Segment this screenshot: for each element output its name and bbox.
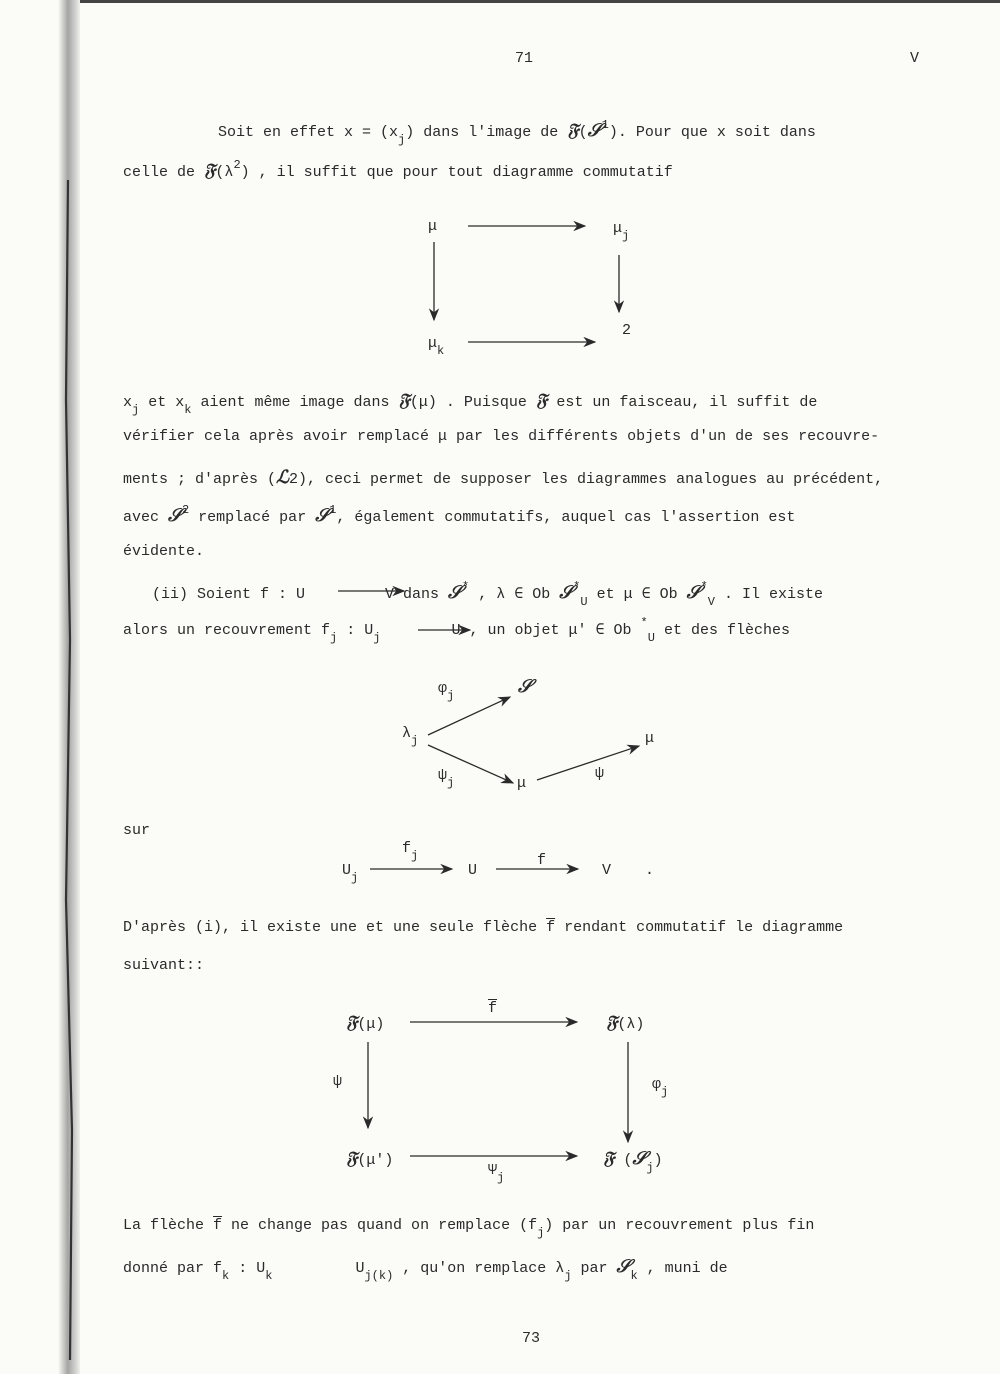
diagram1-bottom-left: $\mu_k$ [428, 335, 445, 358]
diagram2-psi-right-label: ψ [595, 765, 605, 782]
diagram1-top-left: μ [428, 218, 438, 235]
d2-arrow-mu [537, 746, 639, 780]
binding-edge-line [66, 180, 72, 1360]
para2-line5: évidente. [123, 543, 205, 560]
diagram3-U: U [468, 862, 478, 879]
diagram4-right-label: $\varphi_j$ [652, 1076, 669, 1099]
diagram4-left-label: ψ [333, 1073, 343, 1090]
para2-line4: avec 𝒮$^2$ remplacé par 𝒮$^1$, également commutatifs, auquel cas l'assertion est [123, 503, 796, 526]
diagram3-fj-label: $f_j$ [402, 840, 419, 863]
diagram4-top-right: 𝔉(λ) [606, 1012, 645, 1033]
diagram2-phi-label: $\varphi_j$ [438, 680, 455, 703]
diagram1-bottom-right: 2 [622, 322, 632, 339]
para2-line1: $x_j$ et $x_k$ aient même image dans 𝔉(μ) . Puisque 𝔉 est un faisceau, il suffit de [123, 390, 818, 417]
para1-line2: celle de $𝔉(\lambda^2)$ , il suffit que pour tout diagramme commutatif [123, 158, 673, 181]
d2-arrow-phi [428, 697, 510, 735]
para3-line2: alors un recouvrement $f_j$ : $U_j$ U , un objet μ' ∈ Ob *$_U$ et des flèches [123, 616, 790, 645]
page-number-bottom: 73 [522, 1330, 541, 1347]
diagram2-psi-label: $\psi_j$ [438, 767, 455, 790]
para1-line1: Soit en effet $x = (x_j)$ dans l'image de 𝔉(𝒮$^1$). Pour que x soit dans [218, 118, 816, 147]
diagram4-top-label: $\overline{f}$ [488, 1000, 498, 1017]
diagram2-mu: μ [517, 775, 527, 792]
diagram2-lambda: $\lambda_j$ [402, 725, 419, 748]
diagram1-top-right: $\mu_j$ [613, 220, 630, 243]
chapter-label: V [910, 50, 920, 67]
diagram3-period: . [645, 862, 655, 879]
diagram2-target-object: 𝒮 [518, 676, 532, 697]
diagram3-Uj: $U_j$ [342, 862, 359, 885]
d2-arrow-psi [428, 745, 513, 790]
diagram4-bottom-label: $\Psi_j$ [488, 1162, 505, 1185]
page-number-top: 71 [515, 50, 534, 67]
diagram4-bottom-left: 𝔉(μ') [346, 1148, 394, 1169]
para5-line2: donné par $f_k$ : $U_k$ $U_{j(k)}$ , qu'on remplace $\lambda_j$ par 𝒮$_k$ , muni de [123, 1256, 728, 1283]
diagram4-bottom-right: 𝔉 (𝒮$_j$) [603, 1148, 663, 1175]
para4-line2: suivant:: [123, 957, 205, 974]
para4-line1: D'après (i), il existe une et une seule flèche $\overline{f}$ rendant commutatif le diagramme [123, 919, 844, 936]
para5-line1: La flèche $\overline{f}$ ne change pas quand on remplace $(f_j)$ par un recouvrement plus fin [123, 1217, 815, 1240]
sur-word: sur [123, 822, 151, 839]
para2-line3: ments ; d'après (ℒ2), ceci permet de supposer les diagrammes analogues au précédent, [123, 467, 884, 488]
para2-line2: vérifier cela après avoir remplacé μ par les différents objets d'un de ses recouvre- [123, 428, 880, 445]
diagram3-f-label: f [537, 852, 547, 869]
diagram3-V: V [602, 862, 612, 879]
para3-line1: (ii) Soient f : U V dans 𝒮* , λ ∈ Ob 𝒮*$_U$ et μ ∈ Ob 𝒮*$_V$ . Il existe [152, 580, 823, 609]
diagram4-top-left: 𝔉(μ) [346, 1012, 385, 1033]
diagram2-mu-top: μ [645, 730, 655, 747]
